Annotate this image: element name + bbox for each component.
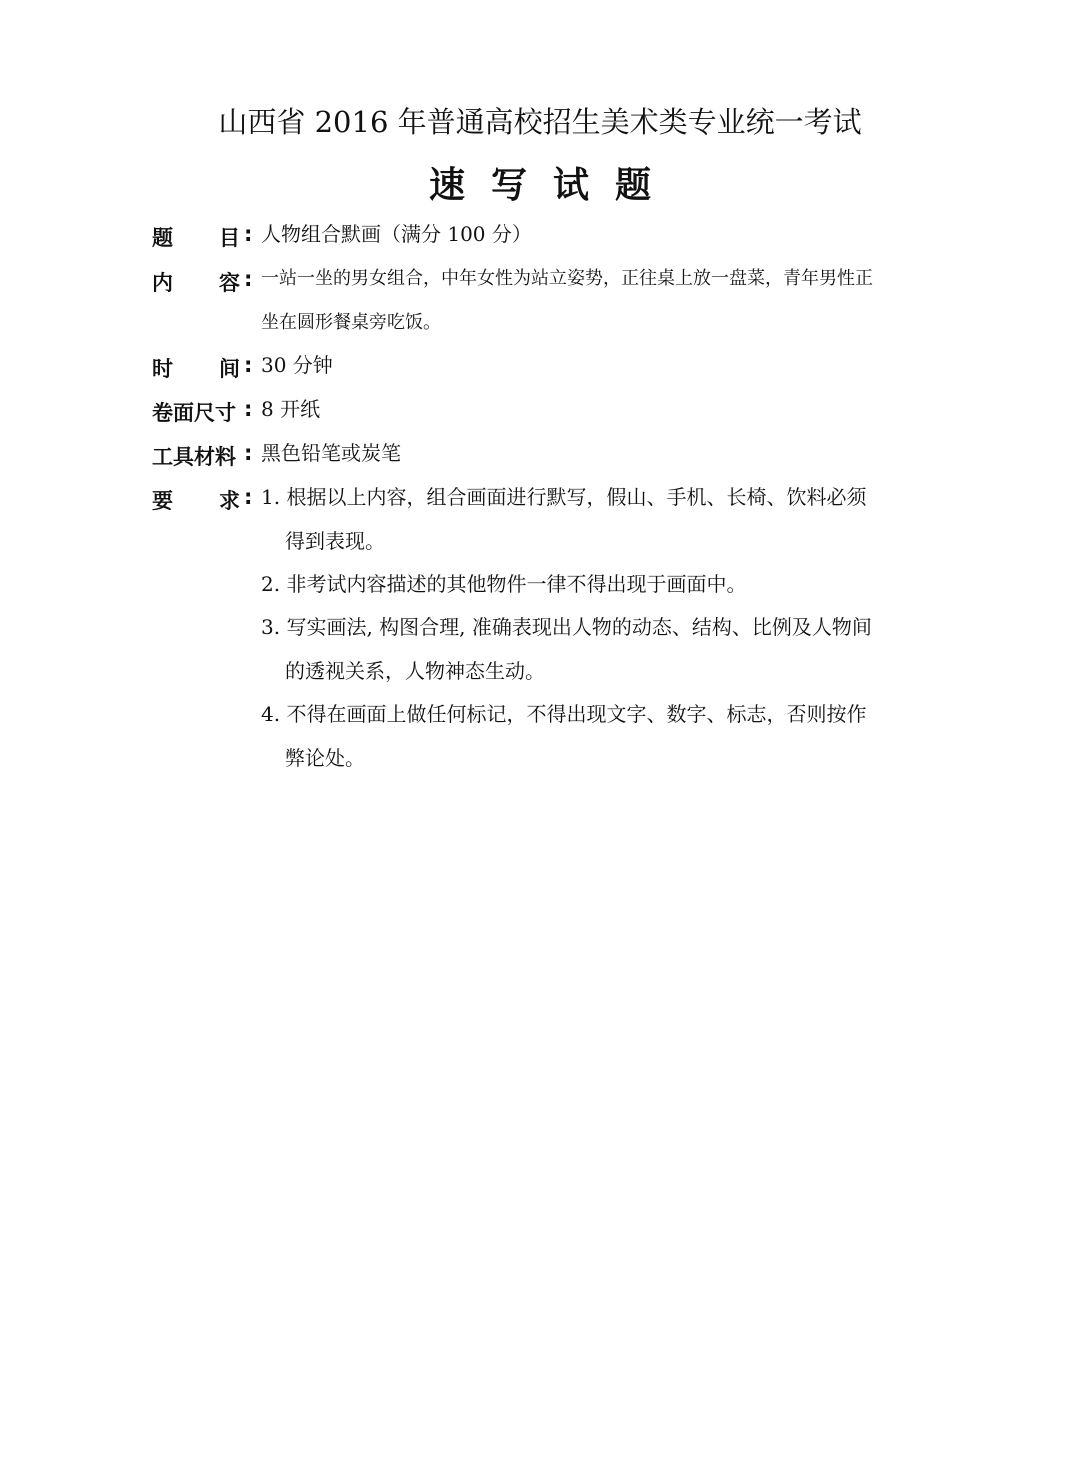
requirement-item-4-line-1: 4. 不得在画面上做任何标记，不得出现文字、数字、标志，否则按作	[261, 702, 867, 726]
field-time-label-char-2: 间	[219, 357, 240, 381]
field-tools-colon: :	[244, 441, 253, 465]
field-tools-label: 工具材料	[152, 445, 236, 469]
field-content-value	[261, 257, 911, 345]
field-topic-value: 人物组合默画（满分 100 分）	[261, 222, 532, 246]
field-content-line-1: 一站一坐的男女组合，中年女性为站立姿势，正往桌上放一盘菜，青年男性正	[261, 268, 873, 289]
field-content-line-2: 坐在圆形餐桌旁吃饭。	[261, 312, 441, 333]
requirement-item-2-line-1: 2. 非考试内容描述的其他物件一律不得出现于画面中。	[261, 572, 747, 596]
field-requirements-label-char-2: 求	[219, 489, 240, 513]
requirement-item-1	[261, 475, 911, 563]
page-subtitle: 速写试题	[428, 165, 677, 206]
requirement-item-4-line-2: 弊论处。	[285, 746, 365, 770]
field-paper-value: 8 开纸	[261, 397, 321, 421]
field-paper-colon: :	[244, 397, 253, 421]
requirement-item-4	[261, 692, 911, 780]
field-topic-label-char-2: 目	[219, 226, 240, 250]
field-time-value: 30 分钟	[261, 353, 333, 377]
requirement-item-1-line-1: 1. 根据以上内容，组合画面进行默写，假山、手机、长椅、饮料必须	[261, 485, 867, 509]
field-content-label-char-1: 内	[152, 271, 173, 295]
field-time-colon: :	[244, 353, 253, 377]
field-requirements-label	[152, 485, 240, 515]
requirement-item-2	[261, 562, 911, 606]
requirement-item-3	[261, 605, 911, 693]
field-content-label	[152, 267, 240, 297]
field-time-label-char-1: 时	[152, 357, 173, 381]
field-requirements-label-char-1: 要	[152, 489, 173, 513]
page-title: 山西省 2016 年普通高校招生美术类专业统一考试	[218, 105, 862, 139]
requirement-item-3-line-1: 3. 写实画法, 构图合理, 准确表现出人物的动态、结构、比例及人物间	[261, 615, 872, 639]
field-paper-label: 卷面尺寸	[152, 401, 236, 425]
requirement-item-1-line-2: 得到表现。	[285, 529, 385, 553]
field-requirements	[152, 485, 922, 785]
field-content-label-char-2: 容	[219, 271, 240, 295]
field-topic-colon: :	[244, 222, 253, 246]
field-topic-label	[152, 222, 240, 252]
field-content-colon: :	[244, 267, 253, 291]
field-requirements-colon: :	[244, 485, 253, 509]
field-time-label	[152, 353, 240, 383]
field-topic-label-char-1: 题	[152, 226, 173, 250]
field-tools-value: 黑色铅笔或炭笔	[261, 441, 401, 465]
requirement-item-3-line-2: 的透视关系，人物神态生动。	[285, 659, 545, 683]
